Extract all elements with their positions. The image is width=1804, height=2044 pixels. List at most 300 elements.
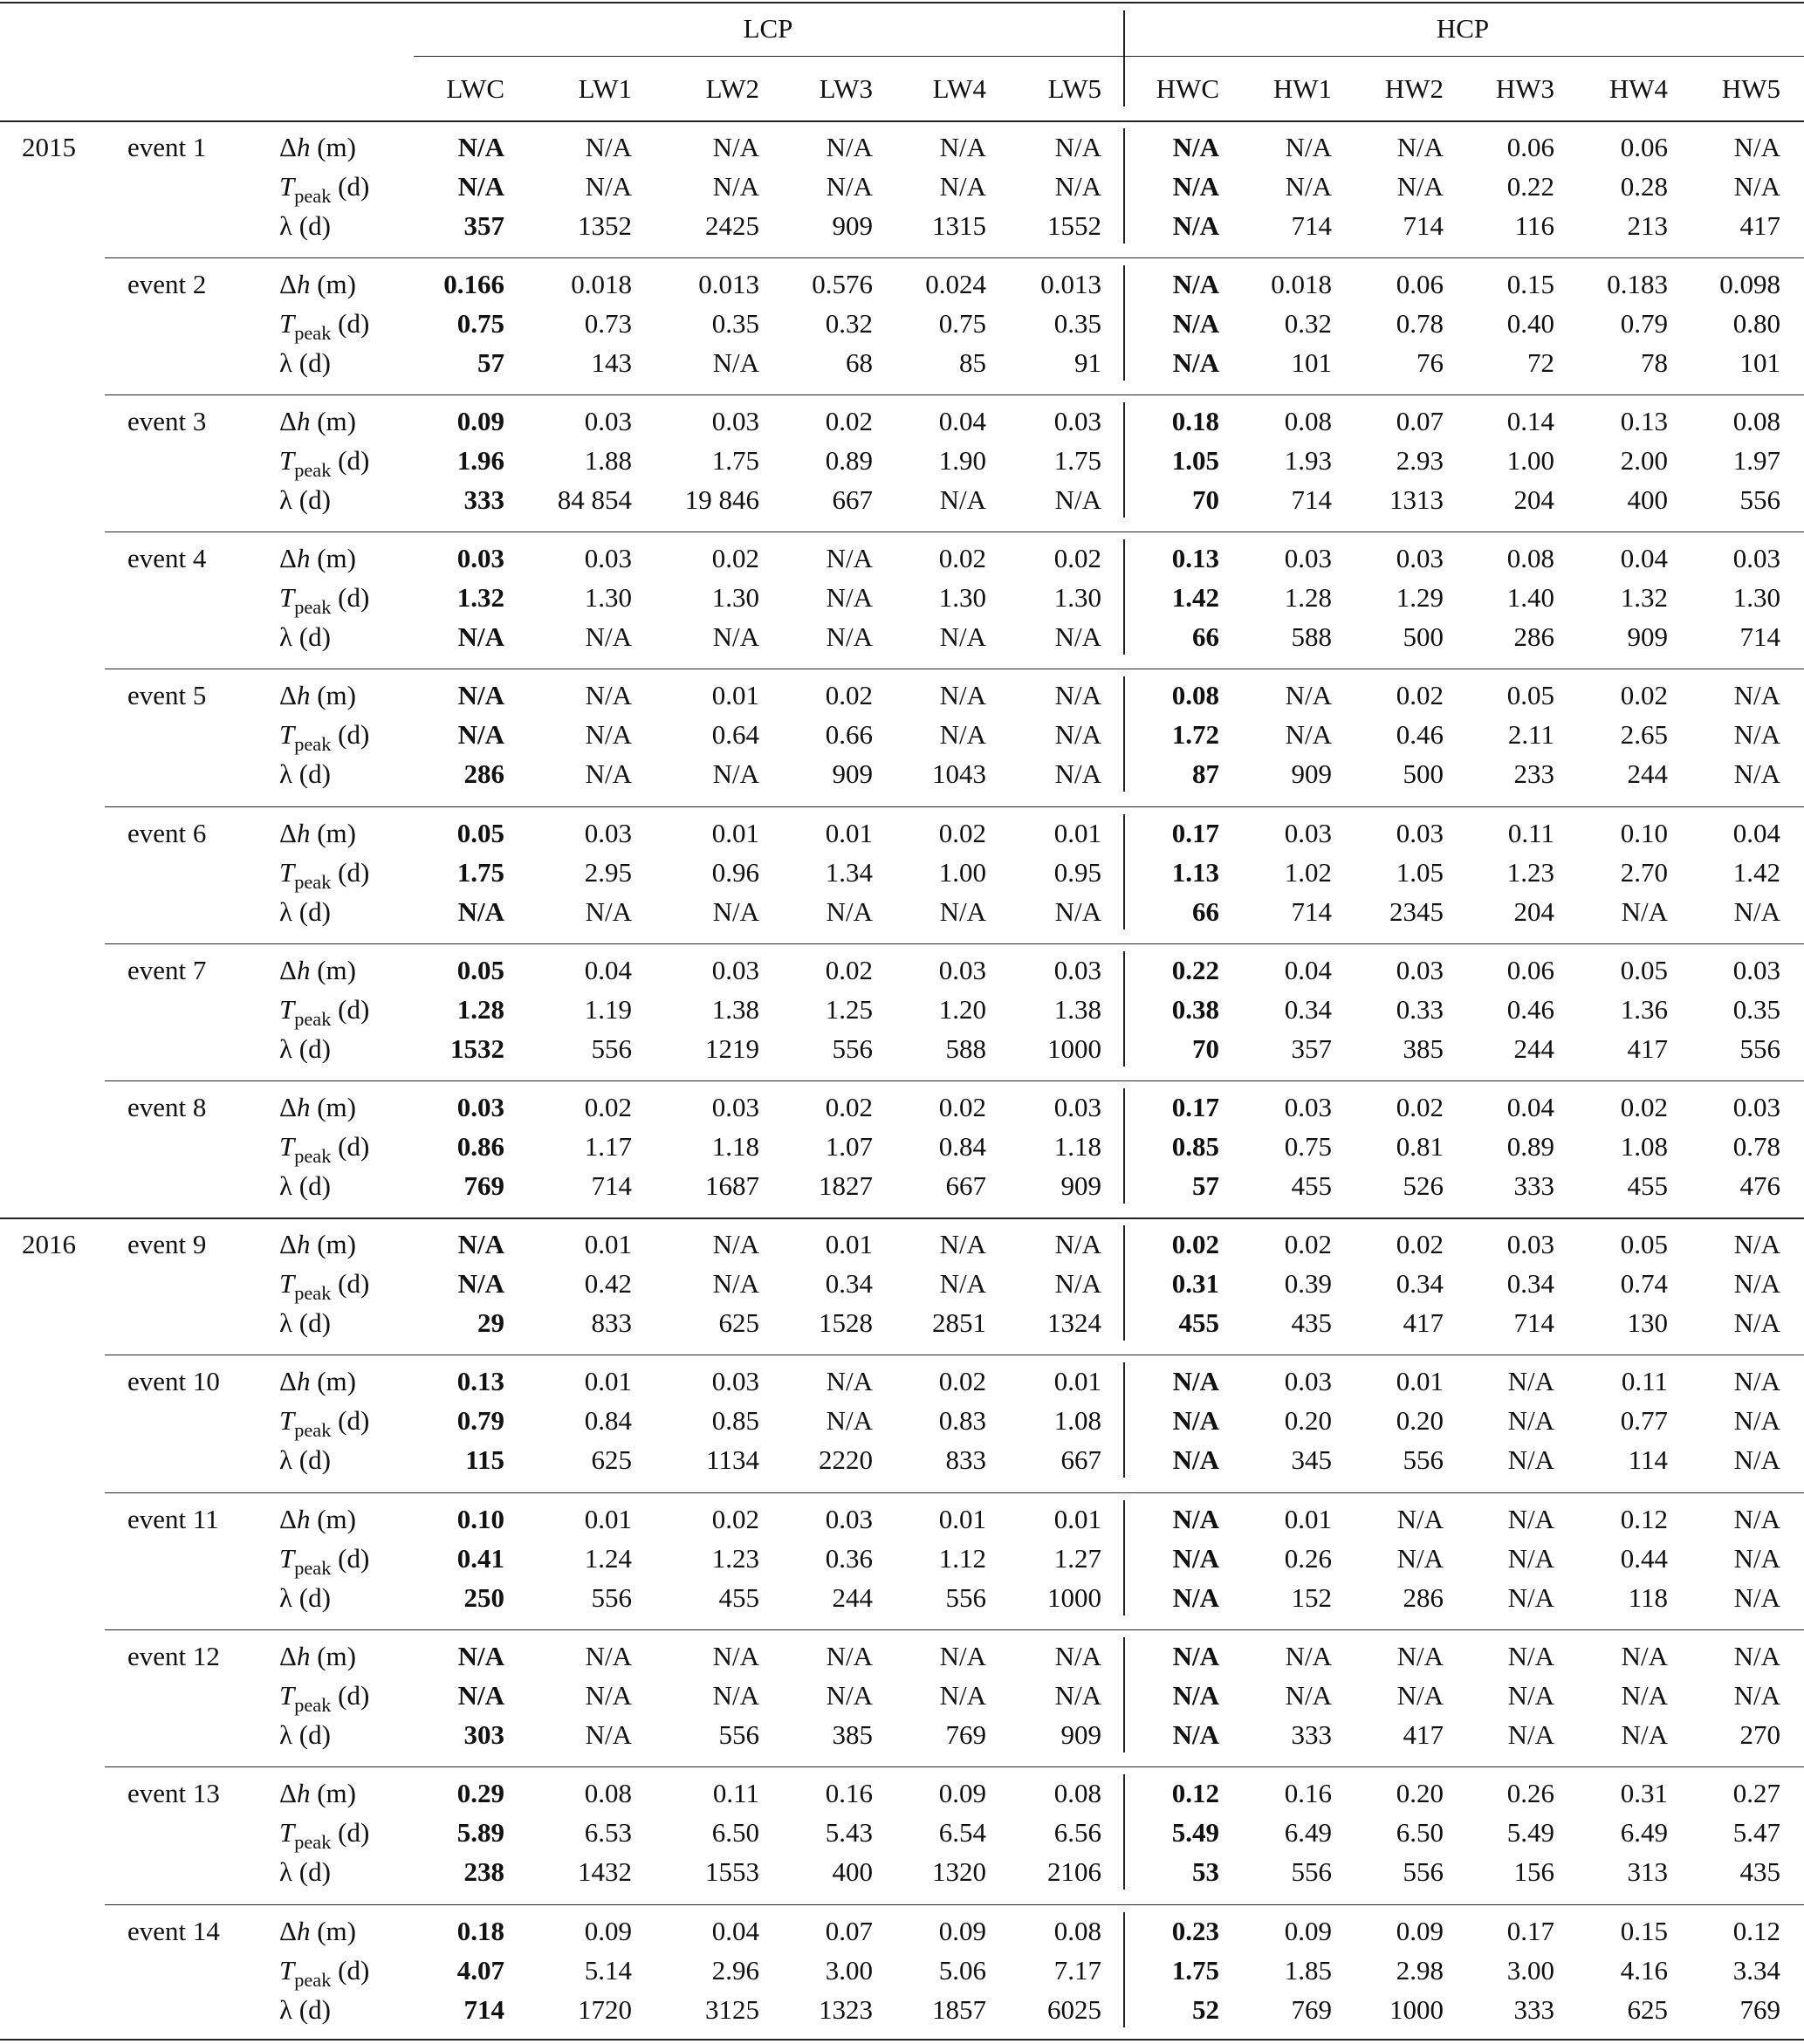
- table-cell: 6.56: [1053, 1817, 1101, 1848]
- table-cell: 1.90: [938, 445, 986, 476]
- table-cell: N/A: [1285, 1680, 1332, 1711]
- table-cell: 333: [1513, 1994, 1554, 2025]
- table-cell: 1.18: [711, 1131, 759, 1162]
- table-cell: 1528: [819, 1307, 873, 1338]
- group-separator: [1123, 814, 1125, 929]
- table-cell: 1.93: [1284, 445, 1332, 476]
- table-cell: 1432: [578, 1856, 632, 1887]
- column-header: HW1: [1272, 73, 1332, 104]
- table-cell: 0.16: [1284, 1778, 1332, 1808]
- table-cell: 303: [463, 1719, 504, 1750]
- table-cell: 0.04: [711, 1916, 759, 1946]
- metric-label: λ (d): [279, 210, 331, 241]
- table-cell: N/A: [1172, 1366, 1219, 1396]
- table-cell: 333: [1291, 1719, 1332, 1750]
- year-label: 2015: [22, 132, 76, 162]
- table-cell: 1323: [819, 1994, 873, 2025]
- table-cell: 1.02: [1284, 857, 1332, 888]
- table-cell: 714: [1291, 210, 1332, 241]
- table-cell: 0.46: [1506, 994, 1554, 1025]
- table-cell: N/A: [1172, 1641, 1219, 1671]
- table-cell: N/A: [585, 1680, 632, 1711]
- table-cell: 0.32: [1284, 308, 1332, 339]
- table-cell: 244: [1513, 1033, 1554, 1064]
- table-cell: 909: [1060, 1170, 1101, 1201]
- table-cell: N/A: [585, 621, 632, 652]
- table-cell: N/A: [1054, 1641, 1101, 1671]
- table-cell: 0.38: [1171, 994, 1219, 1025]
- table-cell: 5.49: [1506, 1817, 1554, 1848]
- metric-label: λ (d): [279, 1719, 331, 1750]
- table-cell: 0.03: [1396, 955, 1444, 985]
- table-cell: 833: [591, 1307, 632, 1338]
- table-cell: 0.013: [698, 269, 759, 299]
- table-cell: 1.88: [584, 445, 632, 476]
- table-cell: 556: [591, 1582, 632, 1613]
- table-cell: 909: [832, 210, 873, 241]
- table-cell: 2.00: [1620, 445, 1668, 476]
- table-cell: 1.75: [1171, 1955, 1219, 1986]
- table-cell: 1.30: [711, 582, 759, 613]
- table-cell: 0.03: [1732, 543, 1780, 573]
- group-separator: [1123, 1362, 1125, 1478]
- group-separator: [1123, 1912, 1125, 2027]
- table-cell: 625: [1627, 1994, 1668, 2025]
- table-cell: 233: [1513, 758, 1554, 789]
- table-cell: 156: [1513, 1856, 1554, 1887]
- table-cell: 1.38: [1053, 994, 1101, 1025]
- table-cell: 1313: [1389, 484, 1444, 515]
- table-cell: 0.04: [1620, 543, 1668, 573]
- table-cell: 0.34: [1506, 1268, 1554, 1299]
- table-cell: 0.34: [1396, 1268, 1444, 1299]
- table-cell: 0.098: [1719, 269, 1780, 299]
- table-cell: 0.32: [825, 308, 873, 339]
- table-cell: 7.17: [1053, 1955, 1101, 1986]
- table-cell: 0.08: [1284, 406, 1332, 436]
- event-label: event 3: [127, 406, 207, 436]
- year-rule: [0, 1217, 1804, 1219]
- table-cell: 0.79: [456, 1405, 504, 1436]
- table-cell: N/A: [826, 1366, 873, 1396]
- table-cell: N/A: [585, 896, 632, 927]
- event-label: event 9: [127, 1229, 207, 1259]
- table-cell: 1.18: [1053, 1131, 1101, 1162]
- table-cell: 0.02: [1396, 680, 1444, 710]
- group-separator: [1123, 1500, 1125, 1615]
- table-cell: 0.01: [1053, 818, 1101, 848]
- table-cell: 667: [1060, 1444, 1101, 1475]
- table-cell: 0.28: [1620, 171, 1668, 202]
- table-cell: 2425: [705, 210, 759, 241]
- table-cell: 101: [1291, 347, 1332, 378]
- table-cell: 0.06: [1396, 269, 1444, 299]
- table-cell: N/A: [1285, 132, 1332, 162]
- table-cell: 4.16: [1620, 1955, 1668, 1986]
- event-rule: [105, 1629, 1804, 1630]
- table-cell: 385: [832, 1719, 873, 1750]
- table-cell: 455: [1291, 1170, 1332, 1201]
- table-cell: 1.19: [584, 994, 632, 1025]
- group-separator: [1123, 128, 1125, 243]
- table-cell: 0.41: [456, 1543, 504, 1574]
- table-cell: 0.16: [825, 1778, 873, 1808]
- table-cell: 625: [591, 1444, 632, 1475]
- table-cell: 0.04: [584, 955, 632, 985]
- column-header: LW4: [932, 73, 986, 104]
- table-cell: 3.00: [1506, 1955, 1554, 1986]
- metric-label: $T_{peak}$ (d): [279, 719, 370, 755]
- table-cell: 286: [1403, 1582, 1444, 1613]
- table-cell: 556: [832, 1033, 873, 1064]
- table-cell: N/A: [457, 719, 504, 750]
- event-rule: [105, 1492, 1804, 1493]
- event-label: event 8: [127, 1092, 207, 1122]
- column-header: LW1: [578, 73, 632, 104]
- table-cell: 0.01: [711, 680, 759, 710]
- table-cell: 345: [1291, 1444, 1332, 1475]
- table-cell: 1.08: [1620, 1131, 1668, 1162]
- table-cell: N/A: [826, 543, 873, 573]
- table-cell: 0.04: [1506, 1092, 1554, 1122]
- table-cell: 1134: [706, 1444, 759, 1475]
- table-cell: 143: [591, 347, 632, 378]
- group-separator: [1123, 1088, 1125, 1204]
- table-cell: 0.11: [712, 1778, 759, 1808]
- table-cell: 0.06: [1506, 955, 1554, 985]
- table-cell: 0.02: [1620, 1092, 1668, 1122]
- event-label: event 4: [127, 543, 207, 573]
- table-cell: 3.00: [825, 1955, 873, 1986]
- table-cell: 0.03: [938, 955, 986, 985]
- table-cell: N/A: [826, 621, 873, 652]
- table-cell: N/A: [939, 719, 986, 750]
- table-cell: 1.17: [584, 1131, 632, 1162]
- table-cell: 556: [945, 1582, 986, 1613]
- table-cell: 0.03: [1732, 1092, 1780, 1122]
- table-cell: 1.27: [1053, 1543, 1101, 1574]
- table-cell: N/A: [1733, 680, 1780, 710]
- table-cell: 1.30: [938, 582, 986, 613]
- table-cell: 0.166: [443, 269, 504, 299]
- table-cell: 0.03: [1396, 818, 1444, 848]
- table-cell: 0.07: [825, 1916, 873, 1946]
- table-cell: 0.01: [711, 818, 759, 848]
- table-cell: N/A: [826, 896, 873, 927]
- table-cell: N/A: [939, 1268, 986, 1299]
- table-cell: 0.64: [711, 719, 759, 750]
- table-cell: N/A: [1285, 680, 1332, 710]
- table-cell: 0.08: [1732, 406, 1780, 436]
- table-cell: 0.03: [711, 406, 759, 436]
- group-separator: [1123, 1225, 1125, 1341]
- table-cell: 0.03: [1396, 543, 1444, 573]
- table-cell: 417: [1403, 1307, 1444, 1338]
- table-cell: N/A: [1733, 1366, 1780, 1396]
- group-separator: [1123, 951, 1125, 1067]
- group-rule: [414, 56, 1804, 57]
- event-label: event 12: [127, 1641, 220, 1671]
- metric-label: λ (d): [279, 1170, 331, 1201]
- table-cell: 1.25: [825, 994, 873, 1025]
- table-cell: N/A: [457, 896, 504, 927]
- table-cell: N/A: [939, 621, 986, 652]
- table-cell: 0.10: [456, 1504, 504, 1534]
- table-cell: 57: [1192, 1170, 1219, 1201]
- table-cell: 588: [1291, 621, 1332, 652]
- table-cell: N/A: [1733, 1307, 1780, 1338]
- table-cell: 6.50: [1396, 1817, 1444, 1848]
- table-cell: N/A: [1507, 1680, 1554, 1711]
- column-header: LWC: [446, 73, 504, 104]
- table-cell: N/A: [826, 1680, 873, 1711]
- table-cell: N/A: [1733, 1405, 1780, 1436]
- group-separator: [1123, 1637, 1125, 1752]
- table-cell: 0.26: [1506, 1778, 1554, 1808]
- table-cell: 2345: [1389, 896, 1444, 927]
- table-cell: 0.576: [812, 269, 873, 299]
- table-cell: N/A: [585, 1641, 632, 1671]
- table-cell: N/A: [1172, 1719, 1219, 1750]
- table-cell: 0.183: [1607, 269, 1668, 299]
- group-separator: [1123, 402, 1125, 518]
- table-cell: N/A: [1054, 680, 1101, 710]
- table-cell: 0.01: [938, 1504, 986, 1534]
- table-cell: 556: [1403, 1856, 1444, 1887]
- table-cell: N/A: [1507, 1543, 1554, 1574]
- table-cell: 0.17: [1171, 1092, 1219, 1122]
- table-cell: N/A: [1621, 1719, 1668, 1750]
- table-cell: 0.09: [584, 1916, 632, 1946]
- table-cell: 0.79: [1620, 308, 1668, 339]
- table-cell: 0.31: [1171, 1268, 1219, 1299]
- table-cell: 0.27: [1732, 1778, 1780, 1808]
- table-cell: 250: [463, 1582, 504, 1613]
- table-cell: N/A: [1733, 1543, 1780, 1574]
- bottom-rule: [0, 2039, 1804, 2041]
- table-cell: 0.05: [456, 955, 504, 985]
- table-cell: 1.07: [825, 1131, 873, 1162]
- table-cell: 118: [1628, 1582, 1668, 1613]
- table-cell: 0.35: [1053, 308, 1101, 339]
- table-cell: 70: [1192, 1033, 1219, 1064]
- table-cell: 1.30: [1732, 582, 1780, 613]
- table-cell: 714: [1513, 1307, 1554, 1338]
- metric-label: Δh (m): [279, 1229, 356, 1259]
- table-cell: 0.03: [1506, 1229, 1554, 1259]
- table-cell: 455: [718, 1582, 759, 1613]
- table-cell: 0.08: [1171, 680, 1219, 710]
- table-cell: 0.01: [1284, 1504, 1332, 1534]
- table-cell: 5.43: [825, 1817, 873, 1848]
- table-cell: 1219: [705, 1033, 759, 1064]
- table-cell: 130: [1627, 1307, 1668, 1338]
- table-cell: 0.08: [584, 1778, 632, 1808]
- table-cell: N/A: [712, 347, 759, 378]
- table-cell: 0.17: [1171, 818, 1219, 848]
- table-cell: 5.14: [584, 1955, 632, 1986]
- table-cell: 0.03: [456, 543, 504, 573]
- table-cell: 455: [1627, 1170, 1668, 1201]
- table-cell: 909: [1627, 621, 1668, 652]
- table-cell: N/A: [457, 171, 504, 202]
- table-cell: 0.03: [825, 1504, 873, 1534]
- table-cell: N/A: [1054, 1268, 1101, 1299]
- table-cell: 357: [1291, 1033, 1332, 1064]
- table-cell: 0.17: [1506, 1916, 1554, 1946]
- table-cell: 0.09: [456, 406, 504, 436]
- table-cell: 84 854: [557, 484, 632, 515]
- table-cell: 714: [1291, 484, 1332, 515]
- table-cell: 1000: [1047, 1582, 1101, 1613]
- table-cell: 0.12: [1620, 1504, 1668, 1534]
- table-cell: N/A: [1507, 1366, 1554, 1396]
- table-cell: N/A: [1285, 719, 1332, 750]
- metric-label: $T_{peak}$ (d): [279, 994, 370, 1030]
- table-cell: 1.38: [711, 994, 759, 1025]
- table-cell: N/A: [457, 680, 504, 710]
- table-cell: N/A: [712, 132, 759, 162]
- table-cell: 0.01: [1053, 1366, 1101, 1396]
- table-cell: N/A: [1396, 171, 1444, 202]
- group-separator: [1123, 265, 1125, 381]
- table-cell: 0.01: [825, 818, 873, 848]
- table-cell: 526: [1403, 1170, 1444, 1201]
- table-cell: 0.03: [711, 955, 759, 985]
- table-cell: 0.83: [938, 1405, 986, 1436]
- table-cell: 0.02: [938, 543, 986, 573]
- table-cell: 1553: [705, 1856, 759, 1887]
- table-cell: 0.23: [1171, 1916, 1219, 1946]
- table-cell: 286: [1513, 621, 1554, 652]
- table-cell: N/A: [939, 132, 986, 162]
- table-cell: 1.85: [1284, 1955, 1332, 1986]
- metric-label: λ (d): [279, 758, 331, 789]
- table-cell: N/A: [939, 896, 986, 927]
- metric-label: $T_{peak}$ (d): [279, 1817, 370, 1853]
- table-cell: 1.97: [1732, 445, 1780, 476]
- table-cell: N/A: [1507, 1719, 1554, 1750]
- table-cell: 400: [1627, 484, 1668, 515]
- table-cell: 0.96: [711, 857, 759, 888]
- table-cell: N/A: [1396, 1504, 1444, 1534]
- metric-label: Δh (m): [279, 1504, 356, 1534]
- table-cell: 0.01: [584, 1504, 632, 1534]
- metric-label: $T_{peak}$ (d): [279, 1680, 370, 1716]
- table-cell: N/A: [826, 1641, 873, 1671]
- table-cell: 6.49: [1620, 1817, 1668, 1848]
- table-cell: 1827: [819, 1170, 873, 1201]
- metric-label: λ (d): [279, 1033, 331, 1064]
- table-cell: 87: [1192, 758, 1219, 789]
- table-cell: 556: [591, 1033, 632, 1064]
- table-cell: 0.13: [1171, 543, 1219, 573]
- table-cell: N/A: [1054, 1680, 1101, 1711]
- table-cell: N/A: [1285, 171, 1332, 202]
- table-cell: 1.72: [1171, 719, 1219, 750]
- table-cell: 0.74: [1620, 1268, 1668, 1299]
- table-cell: 417: [1739, 210, 1780, 241]
- table-cell: N/A: [939, 1680, 986, 1711]
- table-cell: 417: [1403, 1719, 1444, 1750]
- table-cell: N/A: [1172, 1680, 1219, 1711]
- table-cell: 0.34: [1284, 994, 1332, 1025]
- table-cell: 400: [832, 1856, 873, 1887]
- table-cell: N/A: [1733, 1680, 1780, 1711]
- table-cell: 0.03: [1284, 1366, 1332, 1396]
- table-cell: 0.35: [711, 308, 759, 339]
- table-cell: 68: [846, 347, 873, 378]
- table-cell: 1.00: [938, 857, 986, 888]
- table-cell: 6.49: [1284, 1817, 1332, 1848]
- table-cell: 0.08: [1053, 1916, 1101, 1946]
- table-cell: 0.09: [1284, 1916, 1332, 1946]
- table-cell: 270: [1739, 1719, 1780, 1750]
- table-cell: N/A: [457, 1641, 504, 1671]
- table-cell: 0.018: [1271, 269, 1332, 299]
- table-cell: N/A: [1054, 896, 1101, 927]
- table-cell: N/A: [712, 1229, 759, 1259]
- table-cell: 455: [1178, 1307, 1219, 1338]
- table-cell: 0.02: [1620, 680, 1668, 710]
- table-cell: 2.96: [711, 1955, 759, 1986]
- table-cell: 0.02: [825, 955, 873, 985]
- table-cell: 0.02: [825, 406, 873, 436]
- table-cell: 0.02: [825, 1092, 873, 1122]
- column-header: HW2: [1384, 73, 1444, 104]
- table-cell: 769: [1291, 1994, 1332, 2025]
- table-cell: 1857: [932, 1994, 986, 2025]
- table-cell: 76: [1416, 347, 1444, 378]
- year-label: 2016: [22, 1229, 76, 1259]
- table-cell: 0.11: [1621, 1366, 1668, 1396]
- table-cell: N/A: [1172, 347, 1219, 378]
- table-cell: 714: [1291, 896, 1332, 927]
- table-cell: N/A: [1733, 1504, 1780, 1534]
- table-cell: N/A: [1507, 1641, 1554, 1671]
- table-cell: N/A: [1172, 1543, 1219, 1574]
- table-cell: 0.03: [1053, 955, 1101, 985]
- table-cell: 1.12: [938, 1543, 986, 1574]
- group-separator: [1123, 676, 1125, 792]
- table-cell: 435: [1739, 1856, 1780, 1887]
- table-cell: 833: [945, 1444, 986, 1475]
- table-cell: 0.02: [825, 680, 873, 710]
- metric-label: λ (d): [279, 621, 331, 652]
- table-cell: 0.33: [1396, 994, 1444, 1025]
- table-cell: N/A: [1507, 1582, 1554, 1613]
- column-header: HW5: [1721, 73, 1780, 104]
- table-cell: N/A: [1172, 269, 1219, 299]
- table-cell: 66: [1192, 896, 1219, 927]
- table-cell: 0.10: [1620, 818, 1668, 848]
- table-cell: N/A: [1507, 1504, 1554, 1534]
- table-cell: N/A: [1396, 1680, 1444, 1711]
- table-cell: 1.75: [456, 857, 504, 888]
- table-cell: 1.75: [1053, 445, 1101, 476]
- table-cell: 588: [945, 1033, 986, 1064]
- table-cell: 19 846: [684, 484, 759, 515]
- metric-label: Δh (m): [279, 955, 356, 985]
- metric-label: Δh (m): [279, 1916, 356, 1946]
- table-cell: 0.22: [1506, 171, 1554, 202]
- table-cell: 556: [1403, 1444, 1444, 1475]
- table-cell: N/A: [457, 1680, 504, 1711]
- table-cell: 0.22: [1171, 955, 1219, 985]
- event-label: event 1: [127, 132, 207, 162]
- table-cell: 0.18: [1171, 406, 1219, 436]
- table-cell: 0.12: [1171, 1778, 1219, 1808]
